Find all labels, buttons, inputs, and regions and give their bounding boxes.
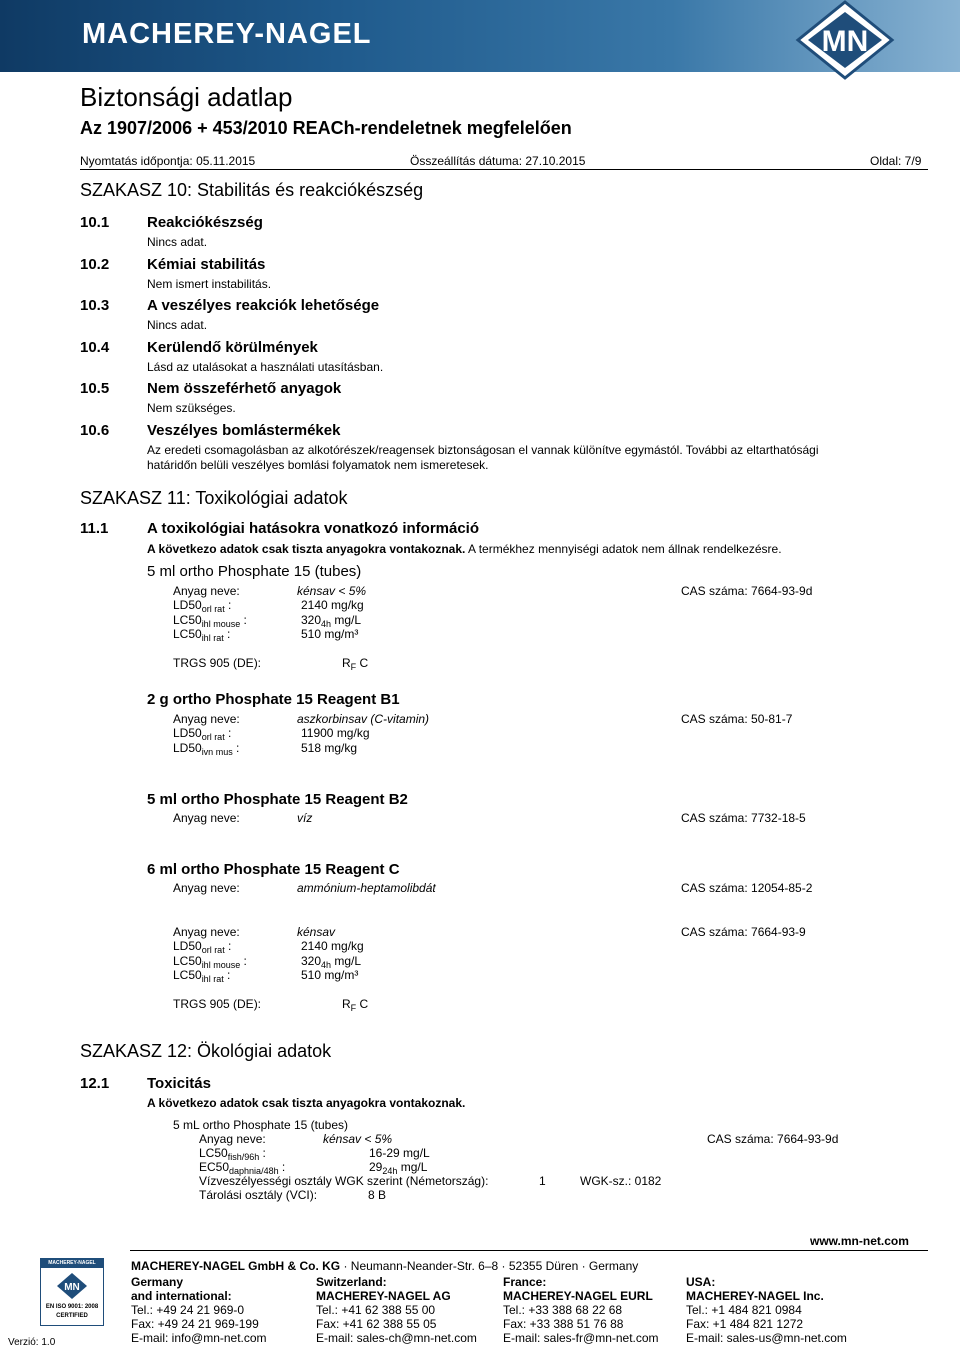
cert-status: CERTIFIED <box>56 1313 88 1319</box>
item-number: 10.3 <box>80 297 110 314</box>
item-text: Nincs adat. <box>147 318 208 332</box>
logo-text: MN <box>821 25 869 58</box>
item-text: Nem szükséges. <box>147 401 236 415</box>
cas-number: CAS száma: 7732-18-5 <box>681 811 806 825</box>
tox-note-bold: A következo adatok csak tiszta anyagokra vontakoznak. <box>147 542 466 556</box>
mn-logo-icon <box>790 0 900 80</box>
item-text: Nem ismert instabilitás. <box>147 277 272 291</box>
substance-label: Anyag neve: <box>173 925 240 939</box>
page-title: Biztonsági adatlap <box>80 82 293 112</box>
product-name: 6 ml ortho Phosphate 15 Reagent C <box>147 861 400 878</box>
mn-small-logo-icon <box>56 1272 88 1300</box>
storage-label: Tárolási osztály (VCI): <box>199 1188 318 1202</box>
footer-fax: Fax: +49 24 21 969-199 <box>131 1317 259 1331</box>
tox-row: $LD50_{ivn mus}$ : <box>173 741 240 757</box>
footer-col-heading: USA: <box>686 1275 716 1289</box>
cas-number: CAS száma: 7664-93-9d <box>707 1132 839 1146</box>
tox-value: $320_{4h}$ mg/L <box>301 613 362 629</box>
footer-email[interactable]: E-mail: sales-ch@mn-net.com <box>316 1331 477 1345</box>
item-text: Az eredeti csomagolásban az alkotórészek/reagensek biztonságosan el vannak különítve egymástól. További az eltarthatósági <box>147 443 819 457</box>
eco-value: 16-29 mg/L <box>369 1146 430 1160</box>
tox-row: $LD50_{orl rat}$ : <box>173 939 232 955</box>
trgs-value: $R_F$ C <box>342 656 369 672</box>
footer-col-heading: Switzerland: <box>316 1275 387 1289</box>
website-url[interactable]: www.mn-net.com <box>810 1234 909 1248</box>
tox-row: $LC50_{ihl mouse}$ : <box>173 613 247 629</box>
cas-number: CAS száma: 7664-93-9 <box>681 925 806 939</box>
page-subtitle: Az 1907/2006 + 453/2010 REACh-rendeletnek megfelelően <box>80 118 572 138</box>
tox-note <box>147 542 782 556</box>
tox-row: $LD50_{orl rat}$ : <box>173 598 232 614</box>
substance-name: aszkorbinsav (C-vitamin) <box>297 712 430 726</box>
wgk-number: WGK-sz.: 0182 <box>580 1174 662 1188</box>
item-text: Lásd az utalásokat a használati utasításban. <box>147 360 384 374</box>
footer-col-heading: France: <box>503 1275 547 1289</box>
version-label: Verzió: 1.0 <box>8 1337 56 1348</box>
tox-row: $LC50_{ihl mouse}$ : <box>173 954 247 970</box>
iso-certification-badge <box>40 1258 104 1326</box>
footer-tel: Tel.: +1 484 821 0984 <box>686 1303 802 1317</box>
item-title: Kerülendő körülmények <box>147 339 318 356</box>
footer-col-subheading: MACHEREY-NAGEL Inc. <box>686 1289 824 1303</box>
tox-value: 2140 mg/kg <box>301 598 364 612</box>
item-number: 10.4 <box>80 339 110 356</box>
cas-number: CAS száma: 12054-85-2 <box>681 881 813 895</box>
item-number: 11.1 <box>80 520 109 537</box>
footer-tel: Tel.: +33 388 68 22 68 <box>503 1303 623 1317</box>
substance-label: Anyag neve: <box>173 811 240 825</box>
cas-number: CAS száma: 50-81-7 <box>681 712 793 726</box>
tox-value: 510 mg/m³ <box>301 968 359 982</box>
cert-standard: EN ISO 9001: 2008 <box>45 1304 99 1310</box>
cas-number: CAS száma: 7664-93-9d <box>681 584 813 598</box>
item-title: A toxikológiai hatásokra vonatkozó információ <box>147 520 480 537</box>
eco-product-name: 5 mL ortho Phosphate 15 (tubes) <box>173 1118 348 1132</box>
header-rule <box>80 169 928 170</box>
item-title: Nem összeférhető anyagok <box>147 380 342 397</box>
tox-row: $LD50_{orl rat}$ : <box>173 726 232 742</box>
item-number: 12.1 <box>80 1075 110 1092</box>
item-title: Veszélyes bomlástermékek <box>147 422 341 439</box>
product-name: 5 ml ortho Phosphate 15 Reagent B2 <box>147 791 408 808</box>
item-number: 10.1 <box>80 214 110 231</box>
brand-name: MACHEREY-NAGEL <box>82 18 372 50</box>
footer-tel: Tel.: +41 62 388 55 00 <box>316 1303 436 1317</box>
item-text-continued: határidőn belüli veszélyes bomlási folyamatok nem ismeretesek. <box>147 458 489 472</box>
section-10-heading: SZAKASZ 10: Stabilitás és reakciókészség <box>80 180 424 200</box>
footer-email[interactable]: E-mail: info@mn-net.com <box>131 1331 267 1345</box>
company-line: MACHEREY-NAGEL GmbH & Co. KG · Neumann-Neander-Str. 6–8 · 52355 Düren · Germany <box>131 1259 639 1273</box>
footer-email[interactable]: E-mail: sales-fr@mn-net.com <box>503 1331 659 1345</box>
trgs-value: $R_F$ C <box>342 997 369 1013</box>
tox-value: 518 mg/kg <box>301 741 358 755</box>
tox-value: 2140 mg/kg <box>301 939 364 953</box>
footer-fax: Fax: +33 388 51 76 88 <box>503 1317 624 1331</box>
item-text: Nincs adat. <box>147 235 208 249</box>
item-number: 10.6 <box>80 422 110 439</box>
wgk-label: Vízveszélyességi osztály WGK szerint (Németország): <box>199 1174 489 1188</box>
svg-text:MN: MN <box>64 1282 80 1293</box>
section-11-heading: SZAKASZ 11: Toxikológiai adatok <box>80 488 348 508</box>
substance-name: kénsav < 5% <box>297 584 367 598</box>
tox-value: 510 mg/m³ <box>301 627 359 641</box>
product-name: 2 g ortho Phosphate 15 Reagent B1 <box>147 691 400 708</box>
tox-row: $LC50_{ihl rat}$ : <box>173 968 231 984</box>
substance-label: Anyag neve: <box>173 712 240 726</box>
footer-fax: Fax: +41 62 388 55 05 <box>316 1317 437 1331</box>
item-title: Toxicitás <box>147 1075 211 1092</box>
tox-note-rest: A termékhez mennyiségi adatok nem állnak rendelkezésre. <box>465 542 782 556</box>
tox-row: $LC50_{ihl rat}$ : <box>173 627 231 643</box>
item-title: Kémiai stabilitás <box>147 256 266 273</box>
substance-name: ammónium-heptamolibdát <box>297 881 436 895</box>
footer-col-heading: Germany <box>131 1275 184 1289</box>
page-number: Oldal: 7/9 <box>870 154 922 168</box>
item-title: A veszélyes reakciók lehetősége <box>147 297 380 314</box>
wgk-value: 1 <box>539 1174 546 1188</box>
footer-col-subheading: MACHEREY-NAGEL AG <box>316 1289 451 1303</box>
eco-value: $29_{24h}$ mg/L <box>369 1160 428 1176</box>
footer-rule <box>130 1250 928 1251</box>
trgs-label: TRGS 905 (DE): <box>173 997 262 1011</box>
eco-row: $EC50_{daphnia/48h}$ : <box>199 1160 286 1176</box>
substance-name: víz <box>297 811 313 825</box>
substance-label: Anyag neve: <box>173 584 240 598</box>
print-date: Nyomtatás időpontja: 05.11.2015 <box>80 154 256 168</box>
section-12-heading: SZAKASZ 12: Ökológiai adatok <box>80 1041 332 1061</box>
tox-value: 11900 mg/kg <box>301 726 370 740</box>
product-name: 5 ml ortho Phosphate 15 (tubes) <box>147 563 362 580</box>
footer-email[interactable]: E-mail: sales-us@mn-net.com <box>686 1331 847 1345</box>
footer-fax: Fax: +1 484 821 1272 <box>686 1317 804 1331</box>
footer-col-subheading: MACHEREY-NAGEL EURL <box>503 1289 653 1303</box>
cert-top-text: MACHEREY-NAGEL <box>41 1259 103 1268</box>
tox-value: $320_{4h}$ mg/L <box>301 954 362 970</box>
storage-value: 8 B <box>368 1188 387 1202</box>
trgs-label: TRGS 905 (DE): <box>173 656 262 670</box>
substance-label: Anyag neve: <box>173 881 240 895</box>
substance-name: kénsav <box>297 925 336 939</box>
eco-note: A következo adatok csak tiszta anyagokra vontakoznak. <box>147 1096 466 1110</box>
item-number: 10.5 <box>80 380 110 397</box>
footer-tel: Tel.: +49 24 21 969-0 <box>131 1303 245 1317</box>
eco-row: $LC50_{fish/96h}$ : <box>199 1146 266 1162</box>
compile-date: Összeállítás dátuma: 27.10.2015 <box>410 154 586 168</box>
footer-col-subheading: and international: <box>131 1289 232 1303</box>
item-title: Reakciókészség <box>147 214 263 231</box>
item-number: 10.2 <box>80 256 110 273</box>
substance-label: Anyag neve: <box>199 1132 266 1146</box>
substance-name: kénsav < 5% <box>323 1132 393 1146</box>
